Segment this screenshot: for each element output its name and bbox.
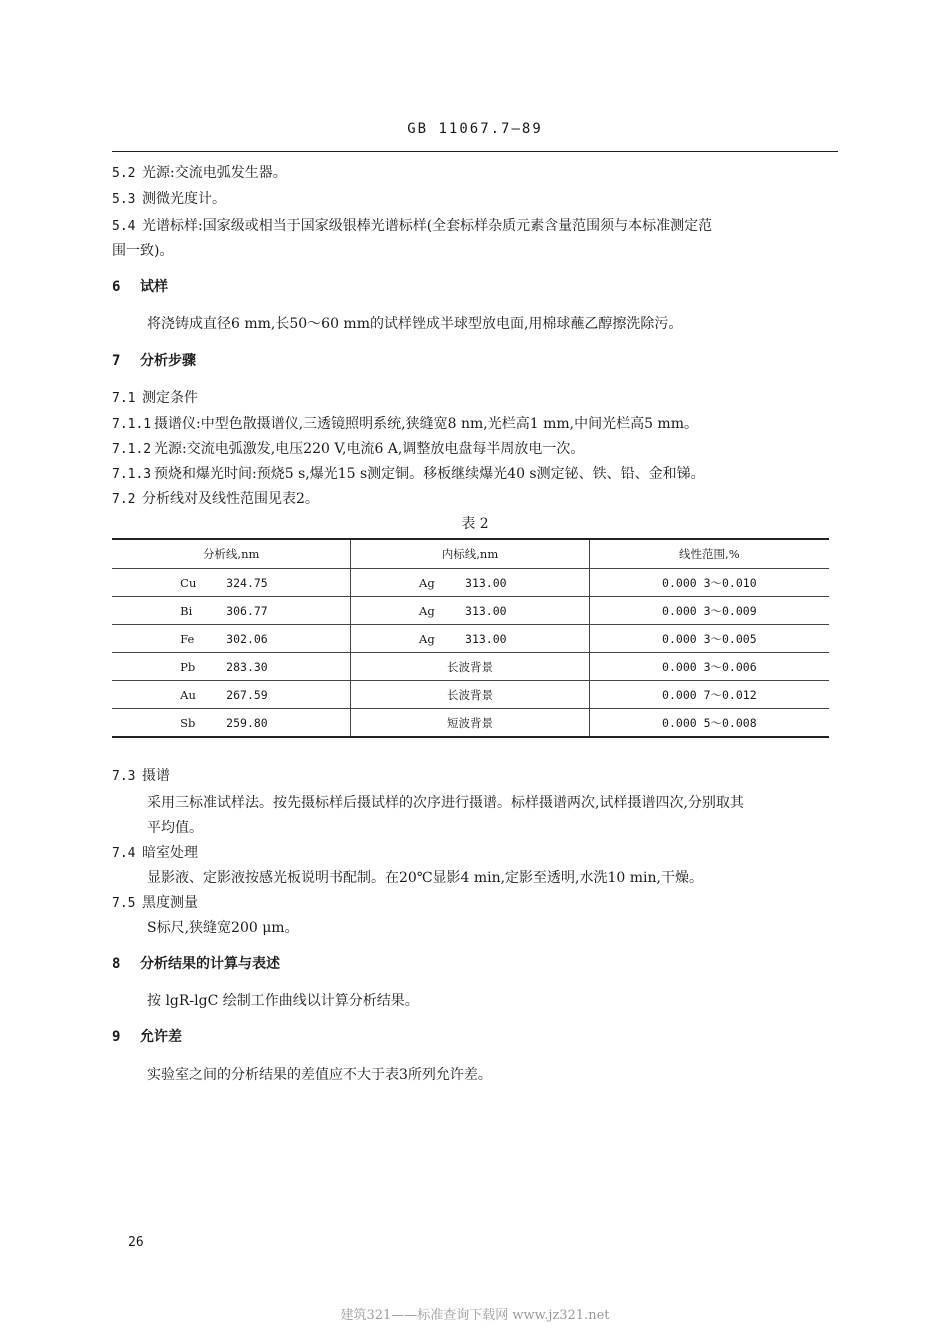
clause-text: 预烧和爆光时间:预烧5 s,爆光15 s测定铜。移板继续爆光40 s测定铋、铁、铅、金和锑。: [154, 466, 705, 482]
clause-7-3: [112, 766, 170, 787]
analysis-line-cell: [112, 569, 351, 597]
wavelength-value: 324.75: [226, 575, 268, 590]
clause-text: 光源:交流电弧发生器。: [142, 165, 287, 181]
element-symbol: Cu: [180, 575, 197, 590]
linear-range-cell: 0.000 3～0.006: [589, 653, 829, 681]
clause-5-2: [112, 163, 287, 184]
clause-7-3-body-continued: 平均值。: [147, 820, 203, 836]
wavelength-value: 306.77: [226, 603, 268, 618]
clause-number: 5.2: [112, 166, 136, 181]
wavelength-value: 313.00: [465, 631, 507, 646]
linear-range-cell: 0.000 3～0.005: [589, 625, 829, 653]
column-header-analysis-line: 分析线,nm: [112, 539, 351, 569]
clause-text: 测微光度计。: [142, 191, 226, 207]
linear-range-cell: 0.000 3～0.009: [589, 597, 829, 625]
clause-text: 测定条件: [142, 390, 198, 406]
wavelength-value: 259.80: [226, 715, 268, 730]
table-row: [112, 709, 829, 738]
clause-number: 7.5: [112, 896, 136, 911]
clause-5-4-continued: 围一致)。: [112, 243, 174, 259]
clause-text: 光谱标样:国家级或相当于国家级银棒光谱标样(全套标样杂质元素含量范围须与本标准测定范: [142, 218, 713, 234]
clause-number: 7.1: [112, 391, 136, 406]
column-header-linear-range: 线性范围,%: [589, 539, 829, 569]
standard-number-header: GB 11067.7—89: [407, 121, 543, 137]
table-row: [112, 597, 829, 625]
wavelength-value: 313.00: [465, 603, 507, 618]
clause-text: 暗室处理: [142, 845, 198, 861]
linear-range-cell: 0.000 3～0.010: [589, 569, 829, 597]
clause-7-4-body: 显影液、定影液按感光板说明书配制。在20℃显影4 min,定影至透明,水洗10 min,干燥。: [147, 870, 703, 886]
clause-text: 摄谱: [142, 768, 170, 784]
clause-7-5: [112, 893, 198, 914]
analysis-line-cell: [112, 709, 351, 738]
section-title: 分析结果的计算与表述: [140, 956, 280, 972]
background-type: 长波背景: [447, 659, 494, 674]
section-6-body: 将浇铸成直径6 mm,长50～60 mm的试样锉成半球型放电面,用棉球蘸乙醇擦洗除污。: [147, 316, 683, 332]
element-symbol: Ag: [419, 631, 435, 646]
table-header-row: [112, 539, 829, 569]
clause-number: 7.1.1: [112, 417, 152, 432]
table-2: [112, 538, 829, 738]
clause-7-4: [112, 843, 198, 864]
section-title: 试样: [140, 279, 168, 295]
clause-7-5-body: S标尺,狭缝宽200 μm。: [147, 920, 299, 936]
table-body: [112, 569, 829, 738]
element-symbol: Pb: [180, 659, 196, 674]
element-symbol: Sb: [180, 715, 196, 730]
section-8-body: 按 lgR-lgC 绘制工作曲线以计算分析结果。: [147, 993, 419, 1009]
analysis-line-cell: [112, 597, 351, 625]
section-number: 8: [112, 956, 121, 972]
wavelength-value: 267.59: [226, 687, 268, 702]
internal-standard-cell: [351, 709, 589, 738]
clause-number: 5.3: [112, 192, 136, 207]
element-symbol: Bi: [180, 603, 193, 618]
section-title: 允许差: [140, 1029, 182, 1045]
linear-range-cell: 0.000 7～0.012: [589, 681, 829, 709]
internal-standard-cell: [351, 653, 589, 681]
clause-5-4: [112, 216, 712, 237]
clause-7-1: [112, 388, 198, 409]
element-symbol: Au: [180, 687, 196, 702]
watermark-link[interactable]: 建筑321——标准查询下载网 www.jz321.net: [340, 1308, 610, 1323]
clause-7-2: [112, 489, 319, 510]
analysis-line-cell: [112, 681, 351, 709]
section-6-heading: [112, 277, 168, 297]
clause-number: 7.3: [112, 769, 136, 784]
element-symbol: Ag: [419, 603, 435, 618]
internal-standard-cell: [351, 681, 589, 709]
clause-number: 7.4: [112, 846, 136, 861]
clause-number: 5.4: [112, 219, 136, 234]
clause-7-3-body: 采用三标准试样法。按先摄标样后摄试样的次序进行摄谱。标样摄谱两次,试样摄谱四次,分别取其: [147, 795, 744, 811]
clause-7-1-2: [112, 439, 584, 460]
clause-5-3: [112, 189, 226, 210]
table-row: [112, 653, 829, 681]
clause-number: 7.1.3: [112, 467, 152, 482]
table-2-title: 表 2: [461, 516, 489, 532]
wavelength-value: 283.30: [226, 659, 268, 674]
element-symbol: Ag: [419, 575, 435, 590]
table-row: [112, 681, 829, 709]
clause-7-1-1: [112, 414, 698, 435]
section-title: 分析步骤: [140, 353, 196, 369]
clause-number: 7.2: [112, 492, 136, 507]
column-header-internal-standard: 内标线,nm: [351, 539, 589, 569]
background-type: 短波背景: [447, 715, 494, 730]
clause-number: 7.1.2: [112, 442, 152, 457]
linear-range-cell: 0.000 5～0.008: [589, 709, 829, 738]
section-8-heading: [112, 954, 280, 974]
header-rule: [112, 151, 838, 152]
section-number: 6: [112, 279, 121, 295]
clause-text: 黑度测量: [142, 895, 198, 911]
table-row: [112, 569, 829, 597]
section-9-body: 实验室之间的分析结果的差值应不大于表3所列允许差。: [147, 1067, 492, 1083]
internal-standard-cell: [351, 625, 589, 653]
section-7-heading: [112, 351, 196, 371]
clause-text: 光源:交流电弧激发,电压220 V,电流6 A,调整放电盘每半周放电一次。: [154, 441, 585, 457]
wavelength-value: 313.00: [465, 575, 507, 590]
background-type: 长波背景: [447, 687, 494, 702]
analysis-line-cell: [112, 625, 351, 653]
section-number: 9: [112, 1029, 121, 1045]
clause-text: 分析线对及线性范围见表2。: [142, 491, 319, 507]
section-number: 7: [112, 353, 121, 369]
internal-standard-cell: [351, 569, 589, 597]
clause-text: 摄谱仪:中型色散摄谱仪,三透镜照明系统,狭缝宽8 nm,光栏高1 mm,中间光栏高5 mm。: [154, 416, 698, 432]
page-number: 26: [128, 1235, 144, 1250]
section-9-heading: [112, 1027, 182, 1047]
internal-standard-cell: [351, 597, 589, 625]
element-symbol: Fe: [180, 631, 195, 646]
clause-7-1-3: [112, 464, 705, 485]
wavelength-value: 302.06: [226, 631, 268, 646]
table-row: [112, 625, 829, 653]
analysis-line-cell: [112, 653, 351, 681]
